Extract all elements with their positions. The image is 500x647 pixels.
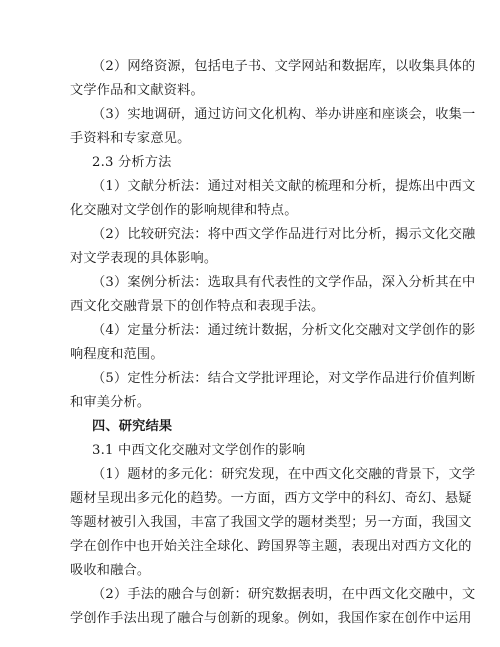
paragraph-line: 学在创作中也开始关注全球化、跨国界等主题，表现出对西方文化的 bbox=[70, 539, 472, 554]
paragraph-line: 化交融对文学创作的影响规律和特点。 bbox=[70, 203, 298, 218]
paragraph-line: （2）网络资源，包括电子书、文学网站和数据库，以收集具体的 bbox=[92, 59, 476, 74]
paragraph-line: 吸收和融合。 bbox=[70, 563, 151, 578]
paragraph-line: （3）实地调研，通过访问文化机构、举办讲座和座谈会，收集一 bbox=[92, 107, 476, 122]
paragraph-line: （1）文献分析法：通过对相关文献的梳理和分析，提炼出中西文 bbox=[92, 179, 476, 194]
paragraph-line: （4）定量分析法：通过统计数据，分析文化交融对文学创作的影 bbox=[92, 323, 476, 338]
paragraph-line: 手资料和专家意见。 bbox=[70, 131, 191, 146]
paragraph-line: 文学作品和文献资料。 bbox=[70, 83, 204, 98]
paragraph-line: （2）比较研究法：将中西文学作品进行对比分析，揭示文化交融 bbox=[92, 227, 476, 242]
paragraph-line: （5）定性分析法：结合文学批评理论，对文学作品进行价值判断 bbox=[92, 371, 476, 386]
paragraph-line: 学创作手法出现了融合与创新的现象。例如，我国作家在创作中运用 bbox=[70, 611, 472, 626]
paragraph-line: （2）手法的融合与创新：研究数据表明，在中西文化交融中，文 bbox=[92, 587, 476, 602]
paragraph-line: 和审美分析。 bbox=[70, 395, 151, 410]
section-heading-2-3: 2.3 分析方法 bbox=[92, 155, 172, 170]
paragraph-line: （3）案例分析法：选取具有代表性的文学作品，深入分析其在中 bbox=[92, 275, 476, 290]
paragraph-line: 对文学表现的具体影响。 bbox=[70, 251, 218, 266]
paragraph-line: 响程度和范围。 bbox=[70, 347, 164, 362]
paragraph-line: 等题材被引入我国，丰富了我国文学的题材类型；另一方面，我国文 bbox=[70, 515, 472, 530]
paragraph-line: 题材呈现出多元化的趋势。一方面，西方文学中的科幻、奇幻、悬疑 bbox=[70, 491, 472, 506]
section-heading-3-1: 3.1 中西文化交融对文学创作的影响 bbox=[92, 443, 306, 458]
paragraph-line: （1）题材的多元化：研究发现，在中西文化交融的背景下，文学 bbox=[92, 467, 476, 482]
paragraph-line: 西文化交融背景下的创作特点和表现手法。 bbox=[70, 299, 325, 314]
chapter-heading-results: 四、研究结果 bbox=[92, 419, 173, 434]
